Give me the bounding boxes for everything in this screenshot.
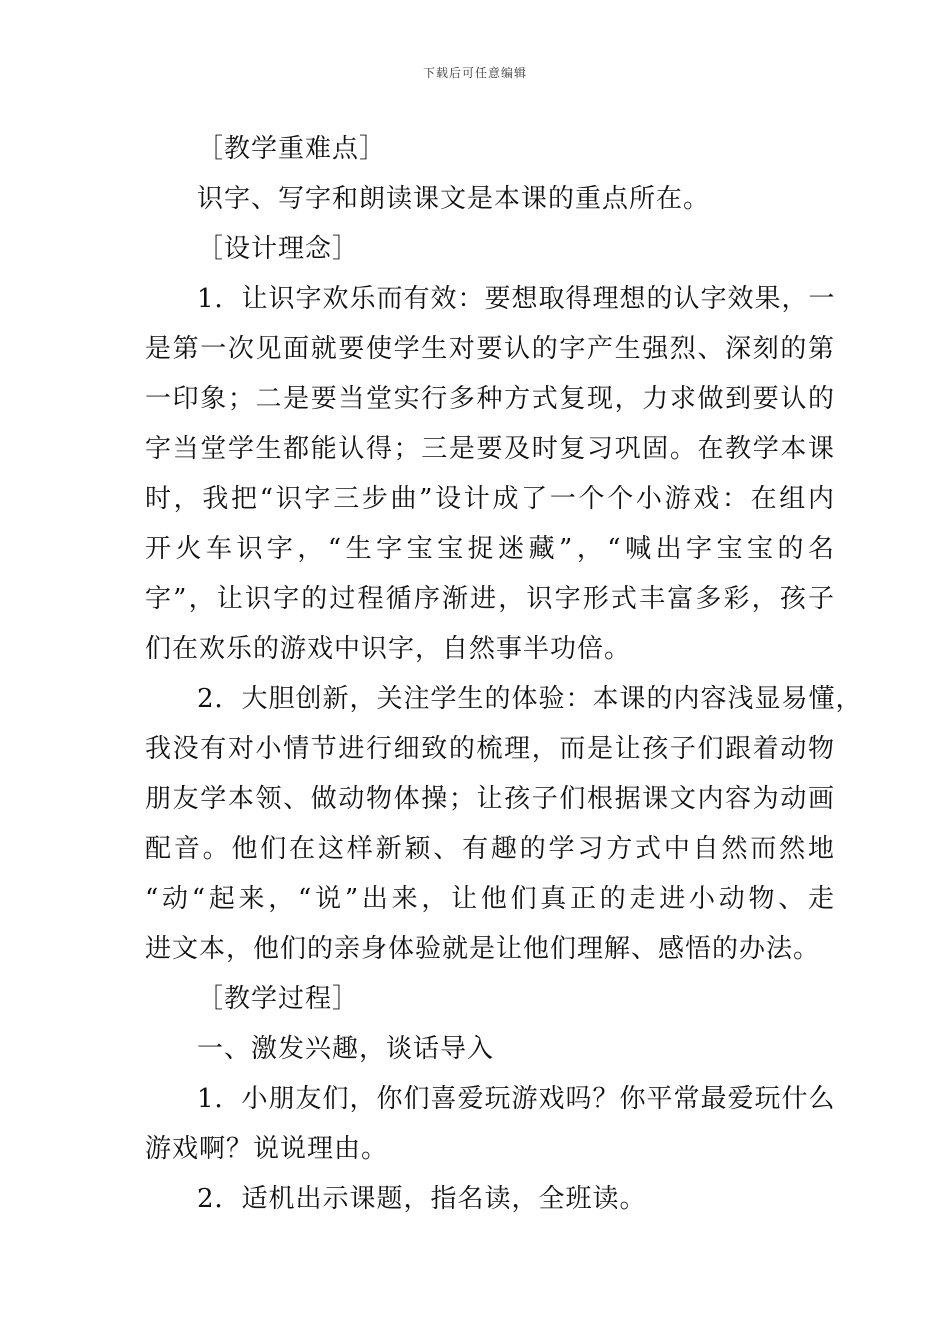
- paragraph-line: “动“起来，“说”出来，让他们真正的走进小动物、走: [145, 884, 835, 914]
- paragraph-line: 一印象；二是要当堂实行多种方式复现，力求做到要认的: [145, 384, 835, 414]
- paragraph-line: 2．适机出示课题，指名读，全班读。: [197, 1184, 647, 1214]
- paragraph-line: 进文本，他们的亲身体验就是让他们理解、感悟的办法。: [145, 934, 821, 964]
- paragraph-line: 开火车识字，“生字宝宝捉迷藏”，“喊出字宝宝的名: [145, 534, 835, 564]
- paragraph-line: 是第一次见面就要使学生对要认的字产生强烈、深刻的第: [145, 334, 835, 364]
- section-heading-teaching-process: ［教学过程］: [197, 984, 360, 1014]
- paragraph-line: 朋友学本领、做动物体操；让孩子们根据课文内容为动画: [145, 784, 835, 814]
- paragraph-line: 识字、写字和朗读课文是本课的重点所在。: [197, 184, 711, 214]
- paragraph-line: 1．让识字欢乐而有效：要想取得理想的认字效果，一: [197, 284, 836, 314]
- paragraph-line: 2．大胆创新，关注学生的体验：本课的内容浅显易懂，: [197, 684, 863, 714]
- paragraph-line: 字”，让识字的过程循序渐进，识字形式丰富多彩，孩子: [145, 584, 835, 614]
- paragraph-line: 我没有对小情节进行细致的梳理，而是让孩子们跟着动物: [145, 734, 835, 764]
- section-heading-difficulties: ［教学重难点］: [197, 134, 387, 164]
- paragraph-line: 字当堂学生都能认得；三是要及时复习巩固。在教学本课: [145, 434, 835, 464]
- paragraph-line: 游戏啊？说说理由。: [145, 1134, 389, 1164]
- page-header: 下载后可任意编辑: [422, 66, 527, 80]
- section-heading-design-concept: ［设计理念］: [197, 234, 360, 264]
- document-body: [145, 124, 863, 1224]
- paragraph-line: 时，我把“识字三步曲”设计成了一个个小游戏：在组内: [145, 484, 835, 514]
- paragraph-line: 配音。他们在这样新颖、有趣的学习方式中自然而然地: [145, 834, 835, 864]
- paragraph-line: 1．小朋友们，你们喜爱玩游戏吗？你平常最爱玩什么: [197, 1084, 836, 1114]
- subsection-heading: 一、激发兴趣，谈话导入: [197, 1034, 495, 1064]
- paragraph-line: 们在欢乐的游戏中识字，自然事半功倍。: [145, 634, 632, 664]
